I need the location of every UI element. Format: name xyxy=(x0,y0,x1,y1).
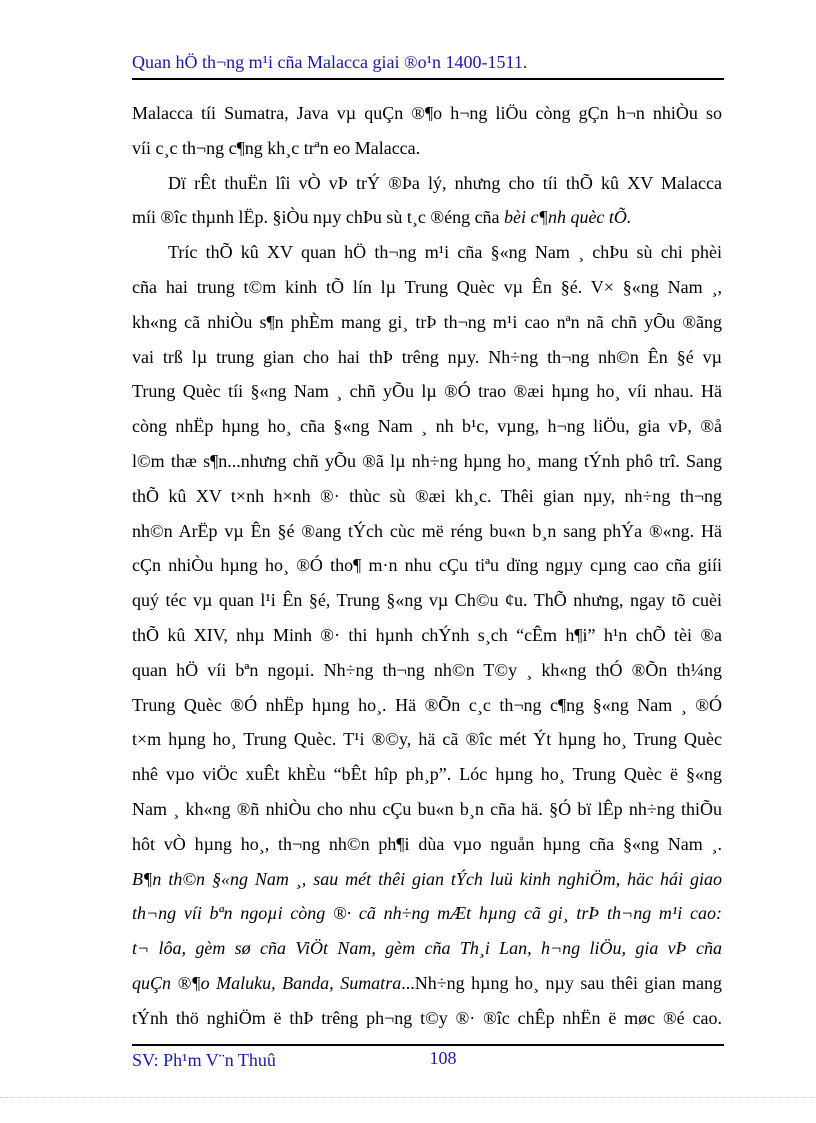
text-line: Trung Quèc tíi §«ng Nam ¸ chñ yÕu lµ ®Ó trao ®æi hµng ho¸ víi nhau. Hä xyxy=(132,381,722,402)
text-line: th¬ng víi bªn ngoµi còng ®· cã nh÷ng mÆt hµng cã gi¸ trÞ th¬ng m¹i cao: xyxy=(132,903,722,924)
text-line xyxy=(132,200,722,235)
italic-text-run: quÇn ®¶o Maluku, Banda, Sumatra xyxy=(132,972,402,993)
text-line: nh©n ArËp vµ Ên §é ®ang tÝch cùc më réng bu«n b¸n sang phÝa ®«ng. Hä xyxy=(132,520,722,541)
text-line: B¶n th©n §«ng Nam ¸, sau mét thêi gian tÝch luü kinh nghiÖm, häc hái giao xyxy=(132,868,722,889)
text-run: míi ®îc thµnh lËp. §iÒu nµy chÞu sù t¸c ®éng cña xyxy=(132,207,505,228)
text-line: kh«ng cã nhiÒu s¶n phÈm mang gi¸ trÞ th¬ng m¹i cao nªn nã chñ yÕu ®ãng xyxy=(132,311,722,332)
running-header: Quan hÖ th¬ng m¹i cña Malacca giai ®o¹n 1400-1511. xyxy=(132,52,528,72)
text-line: nhê vµo viÖc xuÊt khÈu “bÊt hîp ph¸p”. Lóc hµng ho¸ Trung Quèc ë §«ng xyxy=(132,764,722,785)
text-line: víi c¸c th¬ng c¶ng kh¸c trªn eo Malacca. xyxy=(132,137,421,158)
page-edge xyxy=(0,1097,816,1098)
text-line: l©m thæ s¶n...nhưng chñ yÕu ®ã lµ nh÷ng hµng ho¸ mang tÝnh phô trî. Sang xyxy=(132,450,722,471)
text-line: t¬ lôa, gèm sø cña ViÖt Nam, gèm cña Th¸i Lan, h¬ng liÖu, gia vÞ cña xyxy=(132,938,722,959)
text-line: Tríc thÕ kû XV quan hÖ th¬ng m¹i cña §«ng Nam ¸ chÞu sù chi phèi xyxy=(168,242,722,263)
text-line: vai trß lµ trung gian cho hai thÞ trêng nµy. Nh÷ng th¬ng nh©n Ên §é vµ xyxy=(132,346,722,367)
text-line: quý téc vµ quan l¹i Ên §é, Trung §«ng vµ Ch©u ¢u. ThÕ nhưng, ngay tõ cuèi xyxy=(132,590,722,611)
text-line: Malacca tíi Sumatra, Java vµ quÇn ®¶o h¬ng liÖu còng gÇn h¬n nhiÒu so xyxy=(132,103,722,123)
text-line: Dï rÊt thuËn lîi vÒ vÞ trÝ ®Þa lý, nhưng cho tíi thÕ kû XV Malacca xyxy=(168,172,722,193)
header-rule xyxy=(132,78,724,80)
text-line: thÕ kû XV t×nh h×nh ®· thùc sù ®æi kh¸c. Thêi gian nµy, nh÷ng th¬ng xyxy=(132,485,722,506)
text-line: cÇn nhiÒu hµng ho¸ ®Ó tho¶ m·n nhu cÇu tiªu dïng ngµy cµng cao cña giíi xyxy=(132,555,722,576)
text-line: thÕ kû XIV, nhµ Minh ®· thi hµnh chÝnh s¸ch “cÊm h¶i” h¹n chÕ tèi ®a xyxy=(132,624,722,645)
text-line: hôt vÒ hµng ho¸, th¬ng nh©n ph¶i dùa vµo nguån hµng cña §«ng Nam ¸. xyxy=(132,833,722,854)
text-line: còng nhËp hµng ho¸ cña §«ng Nam ¸ nh b¹c, vµng, h¬ng liÖu, gia vÞ, ®å xyxy=(132,416,722,437)
text-line: quan hÖ víi bªn ngoµi. Nh÷ng th¬ng nh©n T©y ¸ kh«ng thÓ ®Õn th¼ng xyxy=(132,659,722,680)
italic-text-run: bèi c¶nh quèc tÕ. xyxy=(504,207,632,228)
text-line: Nam ¸ kh«ng ®ñ nhiÒu cho nhu cÇu bu«n b¸n cña hä. §Ó bï lÊp nh÷ng thiÕu xyxy=(132,798,722,819)
text-line: tÝnh thö nghiÖm ë thÞ trêng ph¬ng t©y ®· ®îc chÊp nhËn ë møc ®é cao. xyxy=(132,1007,722,1028)
document-body xyxy=(132,96,722,1036)
footer-rule xyxy=(132,1044,724,1046)
text-run: ...Nh÷ng hµng ho¸ nµy sau thêi gian mang xyxy=(401,972,722,993)
text-line: Trung Quèc ®Ó nhËp hµng ho¸. Hä ®Õn c¸c th¬ng c¶ng §«ng Nam ¸ ®Ó xyxy=(132,694,722,715)
page-number: 108 xyxy=(429,1048,457,1068)
text-line xyxy=(132,966,722,1001)
text-line: cña hai trung t©m kinh tÕ lín lµ Trung Quèc vµ Ên §é. V× §«ng Nam ¸, xyxy=(132,276,722,297)
text-line: t×m hµng ho¸ Trung Quèc. T¹i ®©y, hä cã ®îc mét Ýt hµng ho¸ Trung Quèc xyxy=(132,729,722,750)
footer-student-name: SV: Ph¹m V¨n Thuû xyxy=(132,1050,276,1070)
